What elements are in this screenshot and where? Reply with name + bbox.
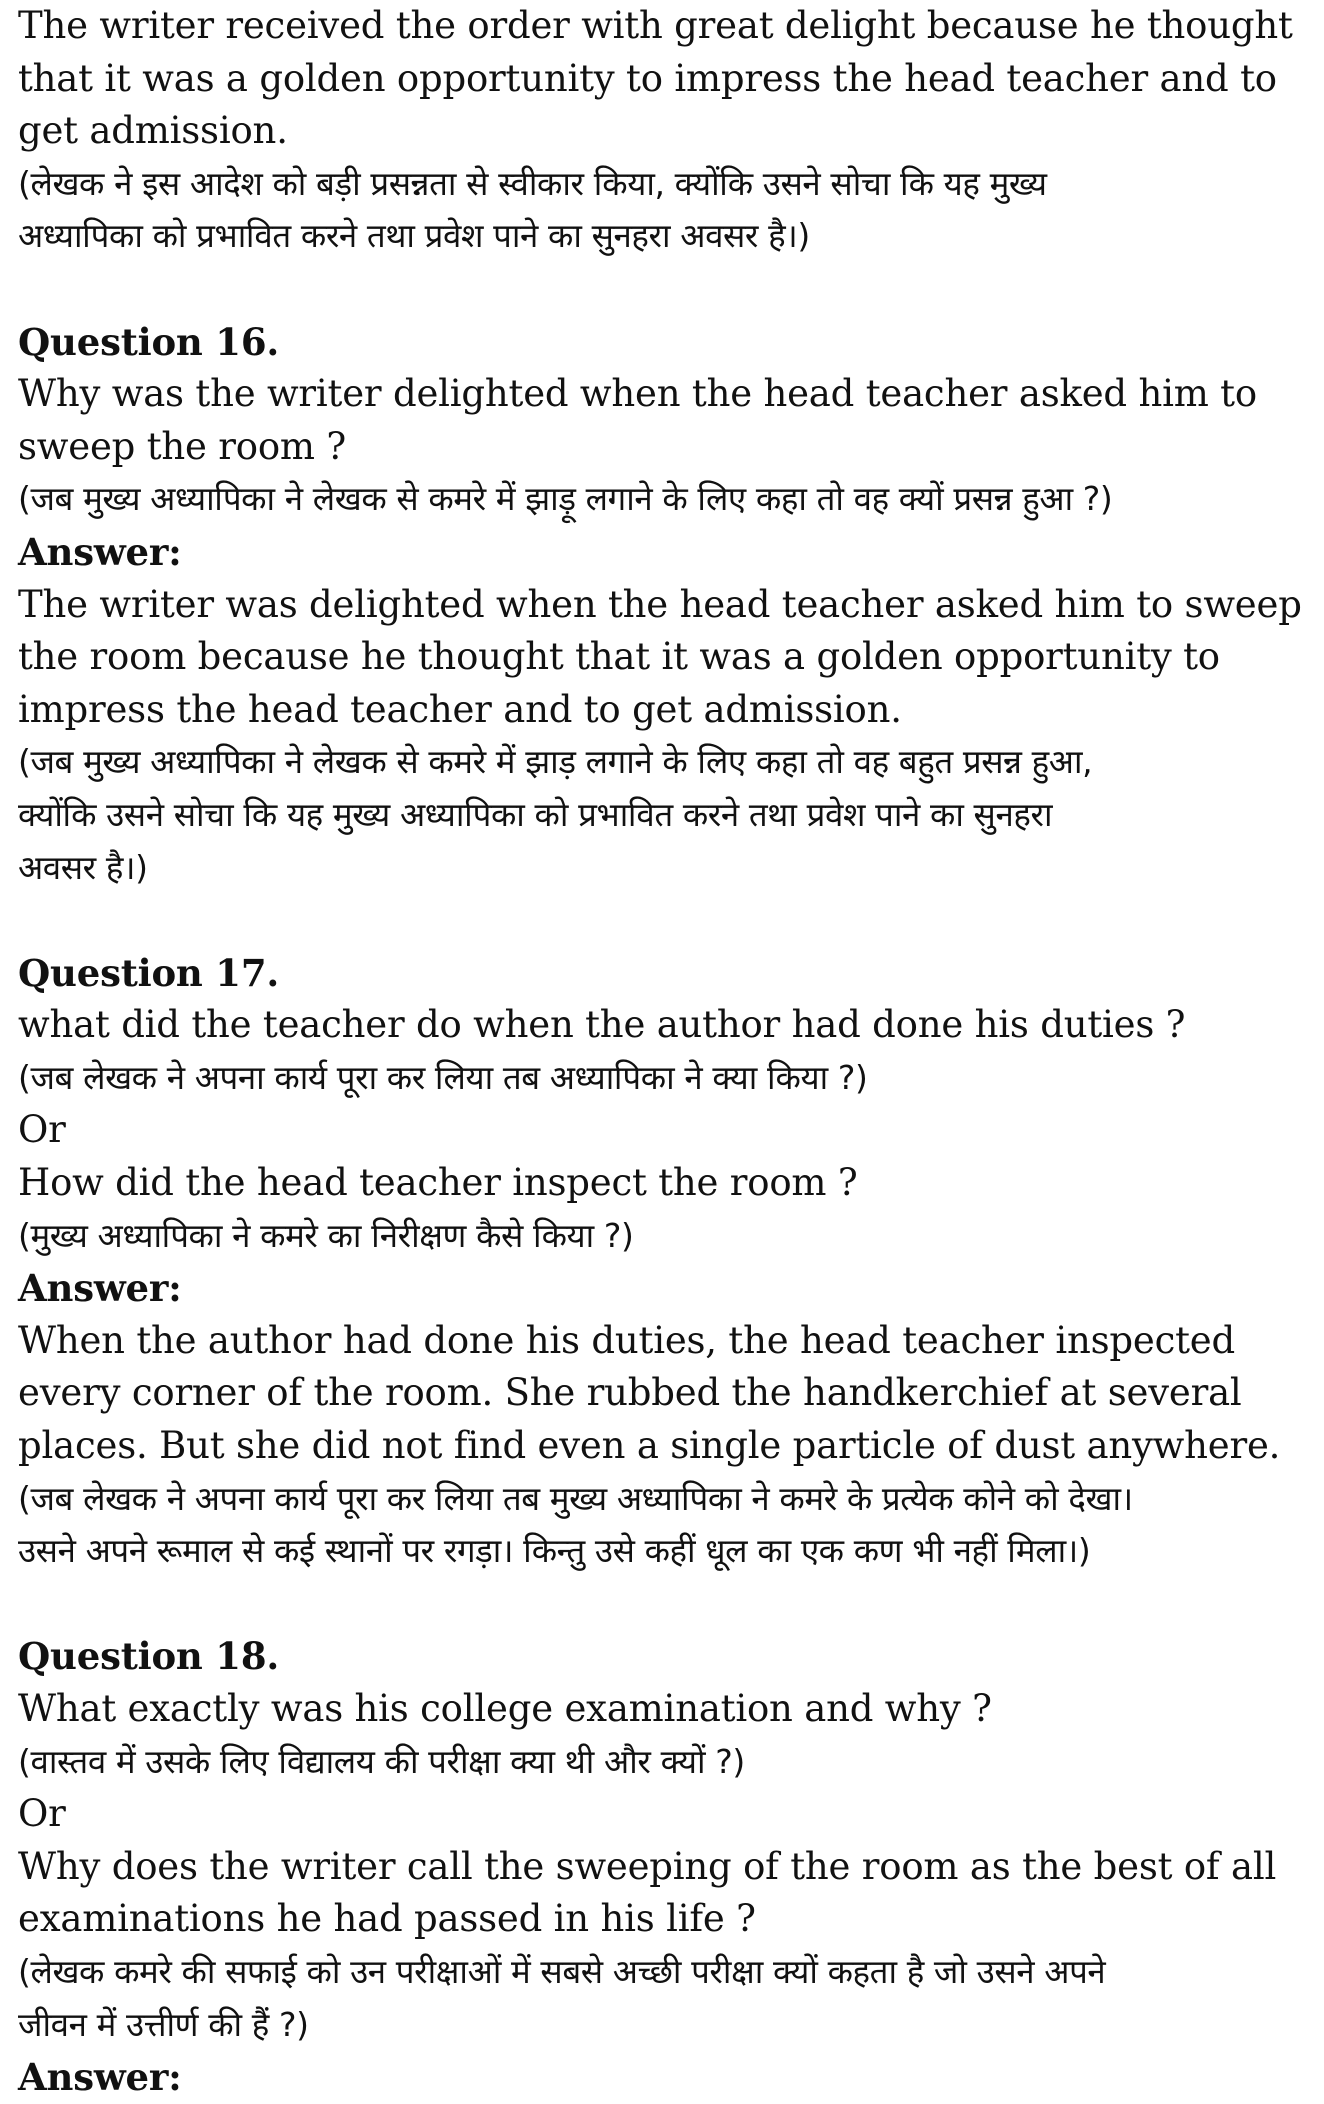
- answer-text-en: get admission.: [18, 109, 288, 153]
- spacer: [18, 263, 1313, 316]
- answer-text-en: every corner of the room. She rubbed the handkerchief at several: [18, 1371, 1242, 1415]
- answer-text-hi: (जब मुख्य अध्यापिका ने लेखक से कमरे में झाड़ लगाने के लिए कहा तो वह बहुत प्रसन्न हुआ,: [18, 742, 1093, 782]
- answer-text-hi: अध्यापिका को प्रभावित करने तथा प्रवेश पाने का सुनहरा अवसर है।): [18, 216, 810, 256]
- answer-text-hi: (जब लेखक ने अपना कार्य पूरा कर लिया तब मुख्य अध्यापिका ने कमरे के प्रत्येक कोने को देखा।: [18, 1478, 1133, 1518]
- alt-question-text-en: Why does the writer call the sweeping of the room as the best of all: [18, 1844, 1277, 1888]
- question-18-block: [18, 1630, 1313, 2103]
- question-text-hi: (जब मुख्य अध्यापिका ने लेखक से कमरे में झाड़ू लगाने के लिए कहा तो वह क्यों प्रसन्न हुआ ?): [18, 479, 1113, 519]
- alt-question-text-hi: (लेखक कमरे की सफाई को उन परीक्षाओं में सबसे अच्छी परीक्षा क्यों कहता है जो उसने अपने: [18, 1951, 1106, 1991]
- alt-question-text-hi: जीवन में उत्तीर्ण की हैं ?): [18, 2004, 309, 2044]
- answer-text-en: The writer received the order with great delight because he thought: [18, 4, 1293, 47]
- question-heading: Question 17.: [18, 950, 280, 995]
- answer-text-en: places. But she did not find even a single particle of dust anywhere.: [18, 1424, 1281, 1468]
- question-text-en: what did the teacher do when the author had done his duties ?: [18, 1003, 1186, 1047]
- alt-question-text-en: examinations he had passed in his life ?: [18, 1897, 756, 1941]
- alt-question-text-en: How did the head teacher inspect the room ?: [18, 1161, 858, 1205]
- question-text-hi: (जब लेखक ने अपना कार्य पूरा कर लिया तब अध्यापिका ने क्या किया ?): [18, 1057, 868, 1097]
- question-heading: Question 18.: [18, 1634, 280, 1679]
- question-16-block: [18, 316, 1313, 895]
- alt-question-text-hi: (मुख्य अध्यापिका ने कमरे का निरीक्षण कैसे किया ?): [18, 1215, 634, 1255]
- or-label: Or: [18, 1108, 66, 1152]
- question-text-en: sweep the room ?: [18, 424, 346, 468]
- answer-text-hi: उसने अपने रूमाल से कई स्थानों पर रगड़ा। किन्तु उसे कहीं धूल का एक कण भी नहीं मिला।): [18, 1531, 1091, 1571]
- spacer: [18, 894, 1313, 947]
- document-page: [18, 0, 1313, 2104]
- answer-text-en: When the author had done his duties, the head teacher inspected: [18, 1318, 1235, 1362]
- answer-text-hi: (लेखक ने इस आदेश को बड़ी प्रसन्नता से स्वीकार किया, क्योंकि उसने सोचा कि यह मुख्य: [18, 163, 1047, 203]
- question-text-en: What exactly was his college examination and why ?: [18, 1687, 992, 1730]
- answer-text-en: the room because he thought that it was a golden opportunity to: [18, 635, 1220, 679]
- question-text-hi: (वास्तव में उसके लिए विद्यालय की परीक्षा क्या थी और क्यों ?): [18, 1741, 745, 1781]
- question-text-en: Why was the writer delighted when the head teacher asked him to: [18, 372, 1257, 416]
- question-17-block: [18, 947, 1313, 1578]
- answer-text-en: impress the head teacher and to get admission.: [18, 687, 902, 731]
- question-heading: Question 16.: [18, 319, 280, 364]
- answer-text-en: that it was a golden opportunity to impress the head teacher and to: [18, 56, 1277, 100]
- answer-text-hi: क्योंकि उसने सोचा कि यह मुख्य अध्यापिका को प्रभावित करने तथा प्रवेश पाने का सुनहरा: [18, 794, 1053, 834]
- answer-label: Answer:: [18, 1266, 182, 1311]
- previous-answer-block: [18, 0, 1313, 263]
- answer-text-en: The writer was delighted when the head teacher asked him to sweep: [18, 582, 1302, 626]
- answer-label: Answer:: [18, 529, 182, 574]
- or-label: Or: [18, 1792, 66, 1836]
- answer-label: Answer:: [18, 2055, 182, 2100]
- spacer: [18, 1578, 1313, 1631]
- answer-text-hi: अवसर है।): [18, 847, 148, 887]
